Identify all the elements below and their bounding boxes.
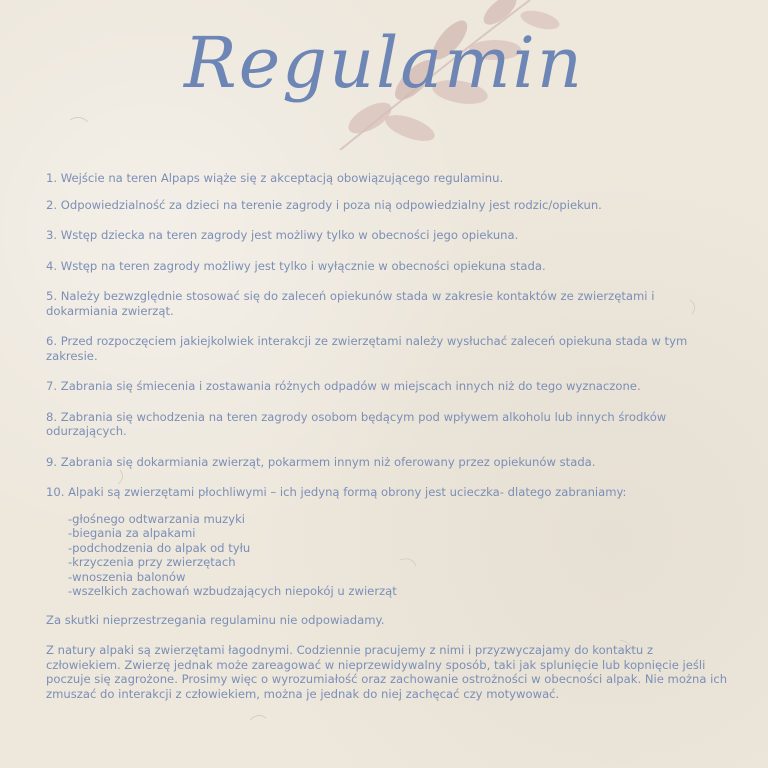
- page-title: Regulamin: [184, 22, 584, 104]
- rule-6: 6. Przed rozpoczęciem jakiejkolwiek interakcji ze zwierzętami należy wysłuchać zaleceń opiekuna stada w tym zakresie.: [46, 334, 688, 363]
- rule-9: 9. Zabrania się dokarmiania zwierząt, pokarmem innym niż oferowany przez opiekunów stada.: [46, 454, 596, 469]
- list-item: -głośnego odtwarzania muzyki: [68, 511, 246, 526]
- rule-1: 1. Wejście na teren Alpaps wiąże się z akceptacją obowiązującego regulaminu.: [46, 171, 504, 185]
- rule-2: 2. Odpowiedzialność za dzieci na terenie zagrody i poza nią odpowiedzialny jest rodzic/opiekun.: [46, 197, 602, 212]
- disclaimer-text: Za skutki nieprzestrzegania regulaminu nie odpowiadamy.: [46, 612, 385, 627]
- list-item: -wszelkich zachowań wzbudzających niepokój u zwierząt: [68, 584, 397, 598]
- list-item: -biegania za alpakami: [68, 526, 196, 540]
- list-item: -podchodzenia do alpak od tyłu: [68, 540, 251, 555]
- closing-paragraph: Z natury alpaki są zwierzętami łagodnymi. Codziennie pracujemy z nimi i przyzwyczajamy do kontaktu z człowiekiem. Zwierzę jednak może zareagować w nieprzewidywalny sposób, taki jak splunięcie lub kopnięcie jeśli poczuje się zagrożone. Prosimy więc o wyrozumiałość oraz zachowanie ostrożności w obecności alpak. Nie można ich zmuszać do interakcji z człowiekiem, można je jednak do niej zachęcać czy motywować.: [46, 643, 728, 701]
- regulations-content: [46, 171, 730, 717]
- rule-8: 8. Zabrania się wchodzenia na teren zagrody osobom będącym pod wpływem alkoholu lub innych środków odurzających.: [46, 409, 667, 438]
- rule-7: 7. Zabrania się śmiecenia i zostawania różnych odpadów w miejscach innych niż do tego wyznaczone.: [46, 379, 641, 393]
- rule-10: 10. Alpaki są zwierzętami płochliwymi – ich jedyną formą obrony jest ucieczka- dlatego zabraniamy:: [46, 485, 627, 499]
- list-item: -krzyczenia przy zwierzętach: [68, 555, 236, 569]
- prohibition-list: [68, 512, 730, 599]
- rule-4: 4. Wstęp na teren zagrody możliwy jest tylko i wyłącznie w obecności opiekuna stada.: [46, 258, 546, 273]
- list-item: -wnoszenia balonów: [68, 569, 186, 584]
- rule-5: 5. Należy bezwzględnie stosować się do zaleceń opiekunów stada w zakresie kontaktów ze zwierzętami i dokarmiania zwierząt.: [46, 289, 655, 318]
- rule-3: 3. Wstęp dziecka na teren zagrody jest możliwy tylko w obecności jego opiekuna.: [46, 228, 519, 242]
